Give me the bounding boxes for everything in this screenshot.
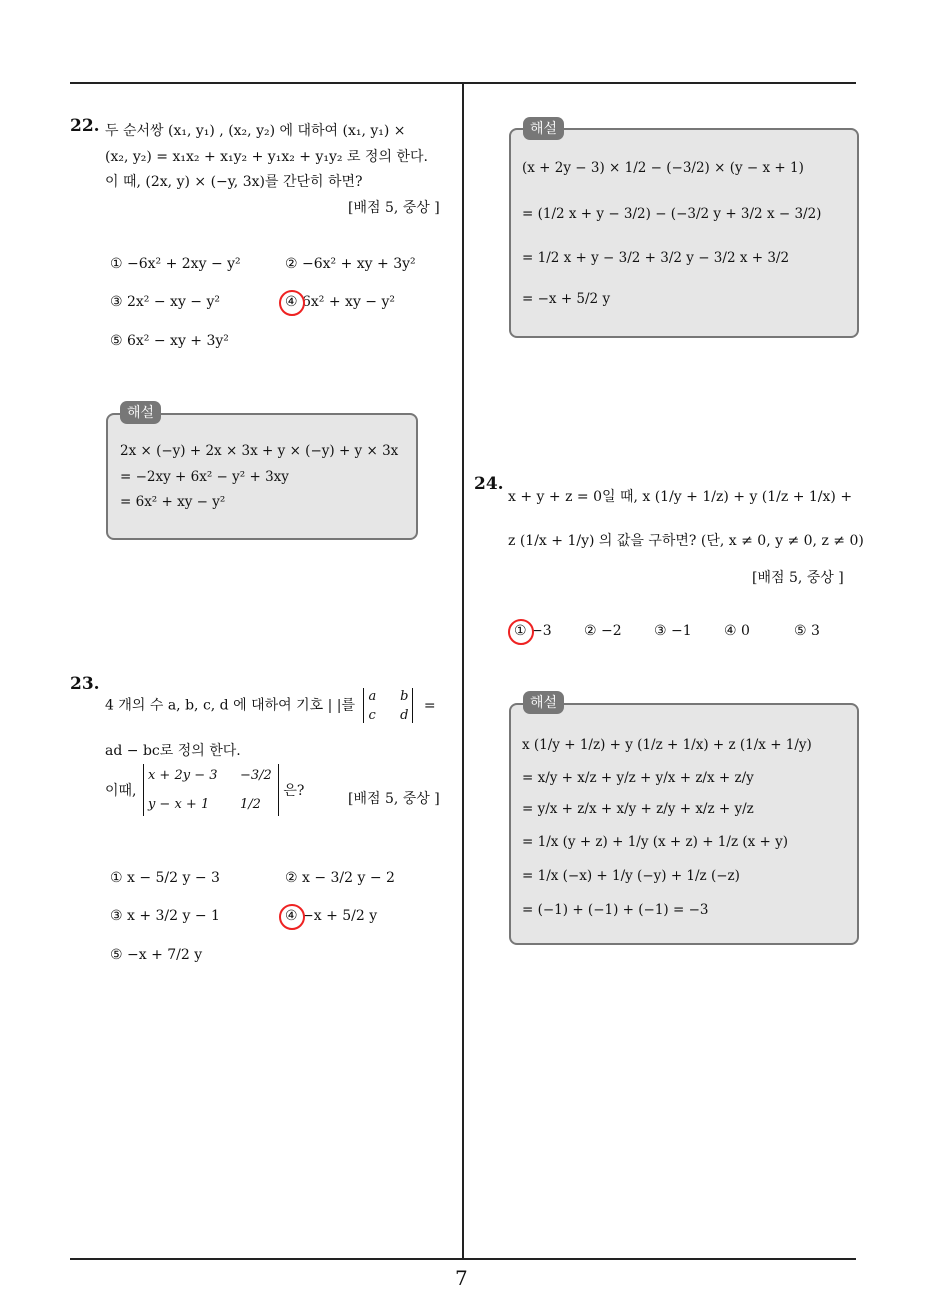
q23-line1-text: 4 개의 수 a, b, c, d 에 대하여 기호 | |를 (105, 697, 355, 714)
q22-text-line3: 이 때, (2x, y) × (−y, 3x)를 간단히 하면? (105, 174, 363, 190)
q23-text-line2: ad − bc로 정의 한다. (105, 743, 241, 759)
q23-choice-3[interactable]: ③ x + 3/2 y − 1 (110, 908, 220, 924)
q24-score: [배점 5, 중상 ] (752, 570, 844, 586)
q23-choice-5[interactable]: ⑤ −x + 7/2 y (110, 947, 203, 963)
q24-choice-1[interactable]: ① −3 (514, 623, 552, 639)
det-def-d: d (400, 708, 409, 723)
bottom-rule (70, 1258, 856, 1260)
q23-text-line3 (105, 764, 304, 816)
q24-solution-line2: = x/y + x/z + y/z + y/x + z/x + z/y (522, 770, 754, 786)
q24-solution-tag: 해설 (523, 691, 564, 714)
q23-definition-determinant (363, 688, 413, 723)
q24-solution-line6: = (−1) + (−1) + (−1) = −3 (522, 902, 709, 918)
q23-solution-tag: 해설 (523, 117, 564, 140)
q23-solution-line1: (x + 2y − 3) × 1/2 − (−3/2) × (y − x + 1) (522, 160, 804, 176)
q24-text-line1: x + y + z = 0일 때, x (1/y + 1/z) + y (1/z + 1/x) + (508, 489, 853, 505)
q22-solution-line1: 2x × (−y) + 2x × 3x + y × (−y) + y × 3x (120, 443, 399, 459)
q24-text-line2: z (1/x + 1/y) 의 값을 구하면? (단, x ≠ 0, y ≠ 0, z ≠ 0) (508, 533, 864, 549)
q22-text-line1: 두 순서쌍 (x₁, y₁) , (x₂, y₂) 에 대하여 (x₁, y₁) × (105, 123, 406, 139)
q23-line3-suffix: 은? (283, 783, 305, 799)
q24-solution-line5: = 1/x (−x) + 1/y (−y) + 1/z (−z) (522, 868, 740, 884)
q23-score: [배점 5, 중상 ] (348, 791, 440, 807)
det-def-b: b (400, 689, 409, 704)
q23-solution-line4: = −x + 5/2 y (522, 291, 611, 307)
det-expr-c: y − x + 1 (147, 797, 210, 812)
q23-choice-1[interactable]: ① x − 5/2 y − 3 (110, 870, 220, 886)
q23-expression-determinant (143, 764, 279, 816)
q24-solution-line4: = 1/x (y + z) + 1/y (x + z) + 1/z (x + y) (522, 834, 789, 850)
q24-solution-line3: = y/x + z/x + x/y + z/y + x/z + y/z (522, 801, 754, 817)
q22-choice-2[interactable]: ② −6x² + xy + 3y² (285, 256, 416, 272)
q24-choice-4[interactable]: ④ 0 (724, 623, 750, 639)
column-divider (462, 83, 464, 1259)
page-number: 7 (455, 1266, 468, 1290)
q23-equals: = (423, 697, 436, 714)
q22-choice-3[interactable]: ③ 2x² − xy − y² (110, 294, 221, 310)
det-expr-d: 1/2 (239, 797, 261, 812)
q23-choice-2[interactable]: ② x − 3/2 y − 2 (285, 870, 395, 886)
q23-solution-line2: = (1/2 x + y − 3/2) − (−3/2 y + 3/2 x − 3/2) (522, 206, 822, 222)
det-expr-b: −3/2 (239, 768, 272, 783)
q22-number: 22. (70, 116, 100, 136)
det-def-c: c (368, 708, 376, 723)
q22-choice-5[interactable]: ⑤ 6x² − xy + 3y² (110, 333, 229, 349)
q22-solution-line2: = −2xy + 6x² − y² + 3xy (120, 469, 289, 485)
q24-choice-3[interactable]: ③ −1 (654, 623, 692, 639)
q24-choice-2[interactable]: ② −2 (584, 623, 622, 639)
q22-solution-line3: = 6x² + xy − y² (120, 494, 226, 510)
q24-solution-line1: x (1/y + 1/z) + y (1/z + 1/x) + z (1/x + 1/y) (522, 737, 812, 753)
q23-number: 23. (70, 674, 100, 694)
q22-solution-tag: 해설 (120, 401, 161, 424)
q22-choice-4[interactable]: ④ 6x² + xy − y² (285, 294, 396, 310)
q22-answer-mark (279, 290, 305, 316)
q22-choice-1[interactable]: ① −6x² + 2xy − y² (110, 256, 241, 272)
det-def-a: a (368, 689, 377, 704)
det-expr-a: x + 2y − 3 (147, 768, 218, 783)
q24-choice-5[interactable]: ⑤ 3 (794, 623, 820, 639)
q24-number: 24. (474, 474, 504, 494)
q23-text-line1 (105, 688, 436, 723)
q23-solution-line3: = 1/2 x + y − 3/2 + 3/2 y − 3/2 x + 3/2 (522, 250, 790, 266)
q23-line3-prefix: 이때, (105, 783, 137, 799)
q23-choice-4[interactable]: ④ −x + 5/2 y (285, 908, 378, 924)
q23-answer-mark (279, 904, 305, 930)
q24-answer-mark (508, 619, 534, 645)
q22-score: [배점 5, 중상 ] (348, 200, 440, 216)
q22-text-line2: (x₂, y₂) = x₁x₂ + x₁y₂ + y₁x₂ + y₁y₂ 로 정의 한다. (105, 149, 428, 165)
